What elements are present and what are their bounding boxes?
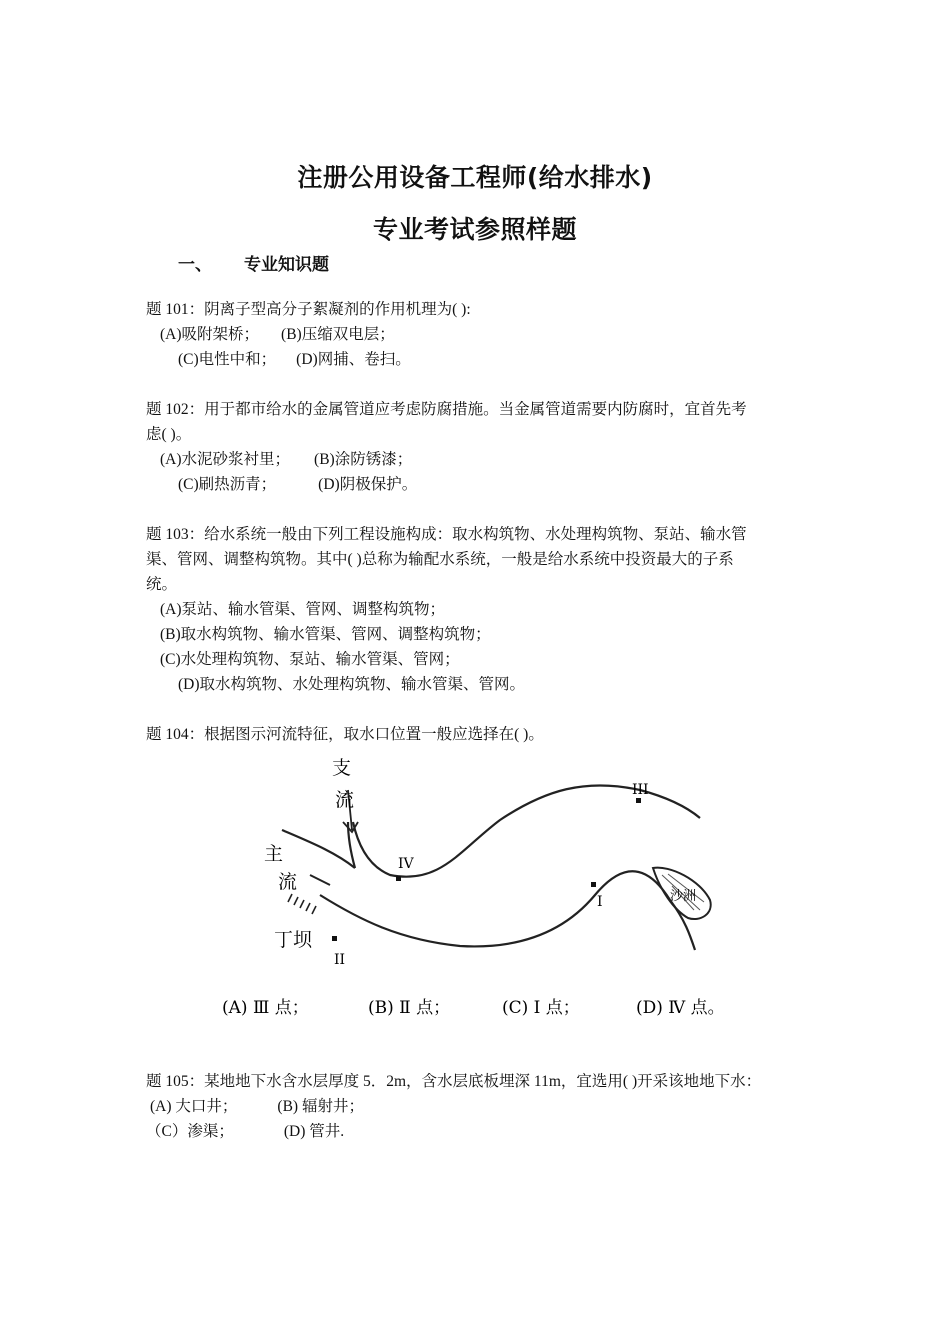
q103-option-c: (C)水处理构筑物、泵站、输水管渠、管网； (160, 651, 460, 668)
section-label: 专业知识题 (244, 255, 329, 275)
groyne-hatch (288, 894, 316, 914)
q105-option-b: (B) 辐射井； (277, 1098, 364, 1115)
upper-bank-left (282, 830, 355, 868)
q102-option-c: (C)刷热沥青； (178, 476, 277, 493)
q104-option-c: (C) Ⅰ 点； (502, 998, 580, 1018)
river-diagram (200, 750, 740, 1040)
point-1-label: I (597, 894, 603, 910)
q104-option-b: (B) Ⅱ 点； (368, 998, 451, 1018)
q102-option-a: (A)水泥砂浆衬里； (160, 451, 291, 468)
q105-options-row1 (150, 1095, 364, 1119)
point-3-marker (636, 798, 641, 803)
q104-stem: 题 104：根据图示河流特征，取水口位置一般应选择在( )。 (146, 726, 544, 743)
main-label-1: 主 (264, 843, 284, 865)
q105-option-d: (D) 管井. (283, 1123, 345, 1140)
point-4-marker (396, 876, 401, 881)
groyne-label: 丁坝 (274, 929, 313, 951)
q105-stem: 题 105：某地地下水含水层厚度 5．2m，含水层底板埋深 11m，宜选用( )开采该地地下水： (146, 1073, 762, 1090)
page-subtitle: 专业考试参照样题 (372, 215, 577, 244)
q104-option-d: (D) Ⅳ 点。 (636, 998, 725, 1018)
point-4-label: IV (398, 856, 414, 872)
q104-option-a: (A) Ⅲ 点； (222, 998, 309, 1018)
page-title: 注册公用设备工程师(给水排水) (297, 163, 653, 192)
section-heading (178, 250, 329, 275)
q101-option-a: (A)吸附架桥； (160, 326, 260, 343)
q101-option-c: (C)电性中和； (178, 351, 277, 368)
q102-stem-line2: 虑( )。 (146, 426, 192, 443)
tributary-label-2: 流 (335, 789, 355, 811)
q103-stem-line3: 统。 (146, 576, 178, 593)
lower-bank (320, 871, 695, 950)
q101-options-row2 (178, 348, 411, 372)
q101-option-b: (B)压缩双电层； (281, 326, 395, 343)
point-2-marker (332, 936, 337, 941)
point-1-marker (591, 882, 596, 887)
q101-stem: 题 101：阴离子型高分子絮凝剂的作用机理为( ): (146, 301, 471, 318)
q102-option-d: (D)阴极保护。 (318, 476, 418, 493)
main-label-2: 流 (278, 871, 298, 893)
q105-option-a: (A) 大口井； (150, 1098, 238, 1115)
q102-option-b: (B)涂防锈漆； (314, 451, 413, 468)
q101-option-d: (D)网捕、卷扫。 (296, 351, 411, 368)
q103-stem-line2: 渠、管网、调整构筑物。其中( )总称为输配水系统，一般是给水系统中投资最大的子系 (146, 551, 734, 568)
sandbar-label: 沙洲 (670, 889, 697, 904)
point-3-label: III (632, 782, 649, 798)
q102-stem-line1: 题 102：用于都市给水的金属管道应考虑防腐措施。当金属管道需要内防腐时，宜首先考 (146, 401, 747, 418)
q102-options-row1 (160, 448, 412, 472)
q105-option-c: （C）渗渠； (146, 1123, 234, 1140)
tributary-label-1: 支 (332, 757, 352, 779)
main-flow-arrow (310, 875, 330, 885)
q102-options-row2 (178, 473, 417, 497)
q105-options-row2 (146, 1120, 344, 1144)
q103-stem-line1: 题 103：给水系统一般由下列工程设施构成：取水构筑物、水处理构筑物、泵站、输水管 (146, 526, 747, 543)
section-number: 一、 (178, 255, 212, 275)
q103-option-d: (D)取水构筑物、水处理构筑物、输水管渠、管网。 (178, 676, 526, 693)
q101-options-row1 (160, 323, 395, 347)
q103-option-a: (A)泵站、输水管渠、管网、调整构筑物； (160, 601, 446, 618)
q103-option-b: (B)取水构筑物、输水管渠、管网、调整构筑物； (160, 626, 491, 643)
point-2-label: II (334, 952, 346, 968)
